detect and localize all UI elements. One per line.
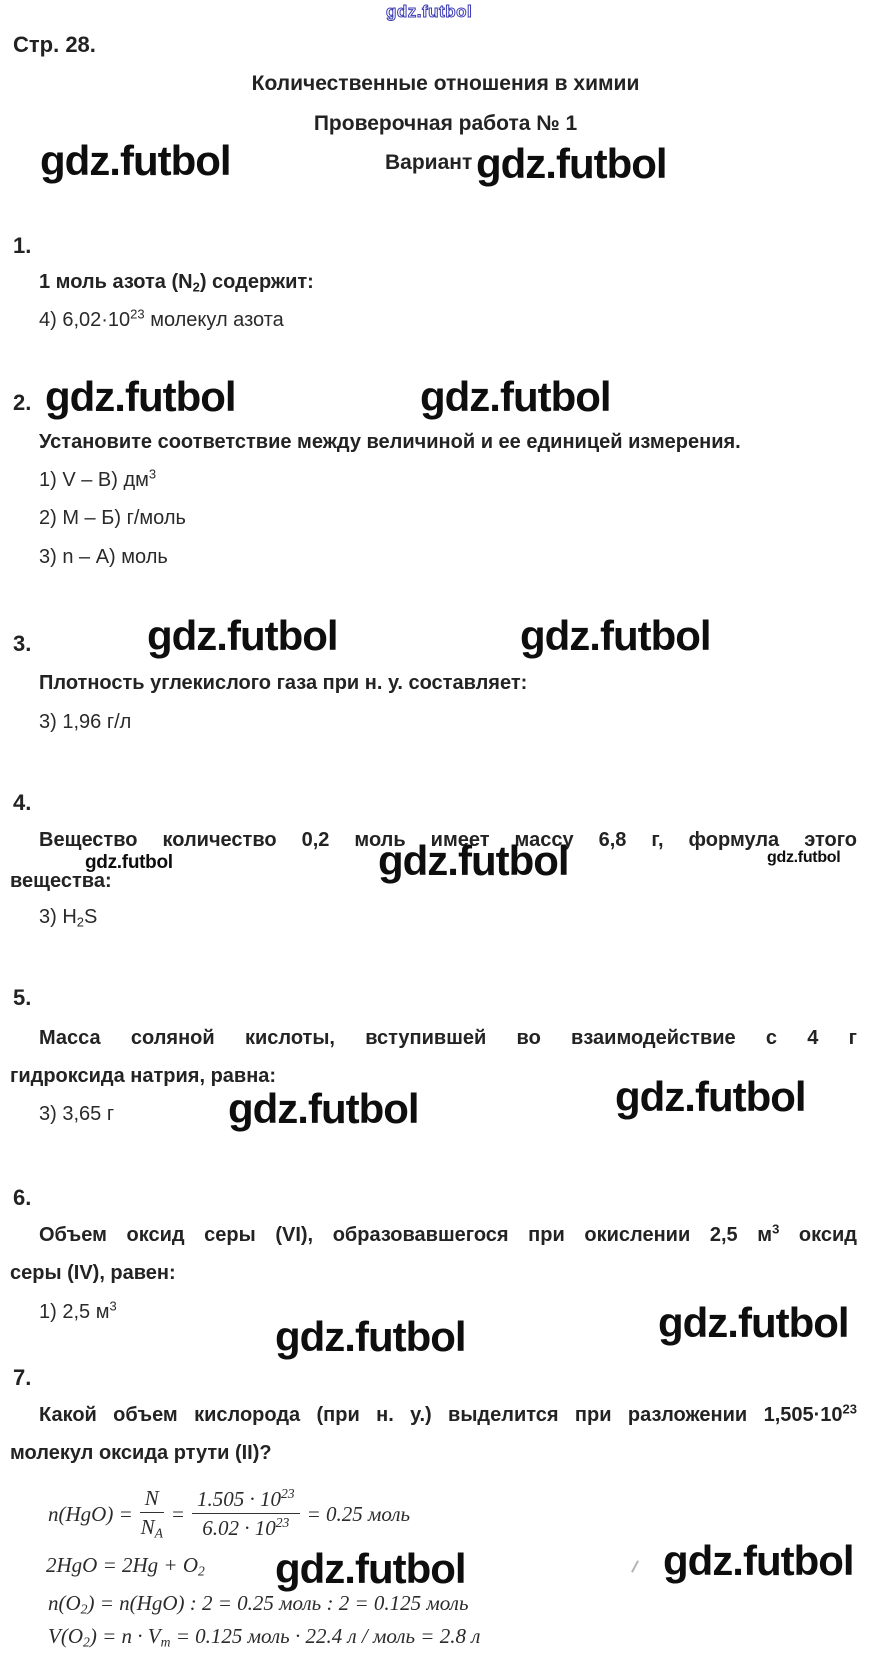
watermark-gdz-futbol: gdz.futbol xyxy=(147,612,338,659)
page-label: Стр. 28. xyxy=(13,32,96,57)
question-5-line-2: гидроксида натрия, равна: xyxy=(10,1065,277,1087)
fraction-numbers xyxy=(192,1487,300,1540)
question-6-number: 6. xyxy=(13,1185,32,1210)
formula-mole-o2 xyxy=(48,1591,469,1617)
fraction-n-na xyxy=(140,1486,164,1541)
answer-1 xyxy=(39,308,284,332)
volume-o2-p1: V(O xyxy=(48,1624,83,1648)
question-6-line-1-sup: 3 xyxy=(772,1221,780,1237)
question-7-line-1 xyxy=(39,1403,857,1427)
answer-6-sup: 3 xyxy=(109,1298,117,1314)
page-subtitle: Проверочная работа № 1 xyxy=(313,112,578,135)
watermark-gdz-futbol: gdz.futbol xyxy=(40,137,231,184)
question-2-option-1-pre: 1) V – В) дм xyxy=(39,469,149,491)
formula-mole-hgo xyxy=(48,1486,410,1541)
answer-4 xyxy=(39,905,97,930)
page-title: Количественные отношения в химии xyxy=(251,72,640,95)
question-4-number: 4. xyxy=(13,790,32,815)
watermark-gdz-futbol: gdz.futbol xyxy=(275,1545,466,1592)
volume-o2-equation xyxy=(48,1624,480,1650)
question-7-line-1-sup: 23 xyxy=(842,1401,857,1417)
answer-4-pre: 3) H xyxy=(39,906,77,928)
question-2-option-1-sup: 3 xyxy=(148,466,157,482)
question-5-line-1: Масса соляной кислоты, вступившей во взаимодействие с 4 г xyxy=(39,1027,857,1049)
watermark-gdz-futbol: gdz.futbol xyxy=(378,837,569,884)
mole-o2-post: ) = n(HgO) : 2 = 0.25 моль : 2 = 0.125 моль xyxy=(87,1591,469,1615)
question-3-number: 3. xyxy=(13,631,32,656)
question-1-text xyxy=(39,270,314,295)
question-6-line-1 xyxy=(39,1223,857,1247)
volume-o2-p2: ) = n · V xyxy=(89,1624,161,1648)
stray-scan-mark xyxy=(631,1560,639,1572)
watermark-gdz-futbol-outline: gdz.futbol xyxy=(386,2,473,21)
watermark-gdz-futbol: gdz.futbol xyxy=(767,849,841,866)
question-4-line-1: Вещество количество 0,2 моль имеет массу 6,8 г, формула этого xyxy=(39,829,857,851)
watermark-gdz-futbol: gdz.futbol xyxy=(420,373,611,420)
question-1-text-post: ) содержит: xyxy=(199,271,314,293)
watermark-gdz-futbol: gdz.futbol xyxy=(228,1085,419,1132)
reaction-equation-pre: 2HgO = 2Hg + O xyxy=(46,1553,199,1577)
watermark-gdz-futbol: gdz.futbol xyxy=(663,1537,854,1584)
question-2-number: 2. xyxy=(13,390,32,415)
question-6-line-1-post: оксид xyxy=(779,1224,857,1246)
fraction-denominator xyxy=(141,1513,163,1541)
formula-reaction xyxy=(46,1553,205,1579)
formula-lhs: n(HgO) = xyxy=(48,1501,133,1526)
fraction-denominator-base: N xyxy=(140,1515,155,1540)
question-3-text: Плотность углекислого газа при н. у. составляет: xyxy=(39,672,528,694)
answer-1-post: молекул азота xyxy=(144,309,284,331)
fraction-denominator-sup: 23 xyxy=(275,1515,290,1531)
volume-o2-s2: m xyxy=(160,1634,171,1650)
question-7-line-1-pre: Какой объем кислорода (при н. у.) выделится при разложении 1,505·10 xyxy=(39,1404,843,1426)
question-7-line-2: молекул оксида ртути (II)? xyxy=(10,1442,272,1464)
question-1-text-pre: 1 моль азота (N xyxy=(39,271,193,293)
question-5-number: 5. xyxy=(13,985,32,1010)
fraction-denominator-base: 6.02 · 10 xyxy=(202,1516,276,1541)
mole-o2-sub: 2 xyxy=(80,1601,88,1617)
question-2-text: Установите соответствие между величиной и ее единицей измерения. xyxy=(39,431,741,453)
question-4-line-2: вещества: xyxy=(10,870,112,892)
question-2-option-1 xyxy=(39,468,156,492)
question-1-number: 1. xyxy=(13,233,32,258)
watermark-gdz-futbol: gdz.futbol xyxy=(615,1073,806,1120)
volume-o2-s1: 2 xyxy=(83,1634,90,1650)
answer-3: 3) 1,96 г/л xyxy=(39,711,132,733)
watermark-gdz-futbol: gdz.futbol xyxy=(476,140,667,187)
question-1-text-sub: 2 xyxy=(192,279,200,295)
fraction-numerator xyxy=(192,1487,300,1514)
question-7-number: 7. xyxy=(13,1365,32,1390)
reaction-equation-sub: 2 xyxy=(198,1563,205,1579)
answer-4-sub: 2 xyxy=(76,914,85,930)
fraction-denominator xyxy=(202,1514,289,1540)
watermark-gdz-futbol: gdz.futbol xyxy=(85,852,173,873)
mole-o2-equation xyxy=(48,1591,469,1617)
variant-label: Вариант xyxy=(385,151,473,174)
volume-o2-p3: = 0.125 моль · 22.4 л / моль = 2.8 л xyxy=(170,1624,481,1648)
answer-6 xyxy=(39,1300,117,1324)
answer-1-pre: 4) 6,02·10 xyxy=(39,309,131,331)
equals-sign: = xyxy=(170,1501,185,1526)
watermark-gdz-futbol: gdz.futbol xyxy=(275,1313,466,1360)
fraction-numerator: N xyxy=(140,1486,164,1513)
question-6-line-1-pre: Объем оксид серы (VI), образовавшегося при окислении 2,5 м xyxy=(39,1224,773,1246)
watermark-gdz-futbol: gdz.futbol xyxy=(658,1299,849,1346)
watermark-gdz-futbol: gdz.futbol xyxy=(45,373,236,420)
watermark-gdz-futbol: gdz.futbol xyxy=(520,612,711,659)
answer-6-pre: 1) 2,5 м xyxy=(39,1301,110,1323)
reaction-equation xyxy=(46,1553,205,1579)
question-6-line-2: серы (IV), равен: xyxy=(10,1262,176,1284)
fraction-numerator-base: 1.505 · 10 xyxy=(196,1486,281,1511)
question-2-option-3: 3) n – А) моль xyxy=(39,546,168,568)
formula-result: = 0.25 моль xyxy=(306,1501,411,1526)
fraction-denominator-sub: A xyxy=(154,1525,163,1541)
answer-1-sup: 23 xyxy=(130,306,145,322)
mole-o2-pre: n(O xyxy=(48,1591,81,1615)
answer-5: 3) 3,65 г xyxy=(39,1103,115,1125)
fraction-numerator-sup: 23 xyxy=(280,1485,295,1501)
question-2-option-2: 2) М – Б) г/моль xyxy=(39,507,186,529)
answer-4-post: S xyxy=(84,906,98,928)
formula-volume-o2 xyxy=(48,1624,480,1650)
